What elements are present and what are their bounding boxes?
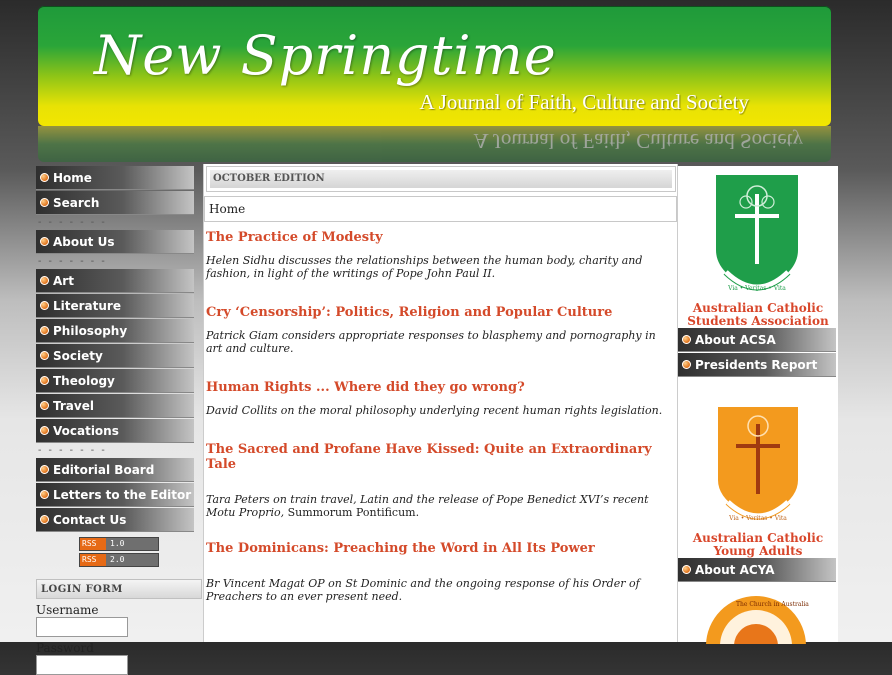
nav-philosophy[interactable] bbox=[36, 319, 194, 343]
bullet-icon bbox=[40, 515, 49, 524]
article-summary: Patrick Giam considers appropriate responses to blasphemy and pornography in art and culture. bbox=[206, 329, 656, 355]
nav-label: Letters to the Editor bbox=[53, 488, 192, 502]
acya-name: Australian Catholic Young Adults bbox=[692, 531, 824, 558]
bullet-icon bbox=[40, 173, 49, 182]
article-title-link[interactable]: Human Rights ... Where did they go wrong? bbox=[206, 380, 525, 395]
acsa-name: Australian Catholic Students Association bbox=[687, 301, 829, 328]
bullet-icon bbox=[40, 490, 49, 499]
nav-label: Theology bbox=[53, 374, 115, 388]
article-title-link[interactable]: The Sacred and Profane Have Kissed: Quite an Extraordinary Tale bbox=[206, 442, 652, 472]
username-label: Username bbox=[36, 603, 99, 617]
nav-label: About ACSA bbox=[695, 333, 776, 347]
bullet-icon bbox=[682, 565, 691, 574]
nav-label: Editorial Board bbox=[53, 463, 155, 477]
article-title-link[interactable]: Cry ‘Censorship’: Politics, Religion and Popular Culture bbox=[206, 305, 613, 320]
nav-label: Home bbox=[53, 171, 92, 185]
nav-label: Vocations bbox=[53, 424, 119, 438]
acsa-block bbox=[678, 166, 838, 328]
rss-version: 1.0 bbox=[110, 539, 125, 548]
acya-shield-icon bbox=[678, 404, 838, 532]
rss-tag: RSS bbox=[80, 538, 106, 550]
nav-editorial-board[interactable] bbox=[36, 458, 194, 482]
bullet-icon bbox=[40, 237, 49, 246]
article-summary: David Collits on the moral philosophy underlying recent human rights legislation. bbox=[206, 404, 663, 417]
username-input[interactable] bbox=[36, 617, 128, 637]
rss-feeds bbox=[36, 533, 202, 567]
article-list bbox=[206, 230, 674, 603]
article-summary-text: Tara Peters on train travel, Latin and the release of Pope Benedict XVI’s recent Motu Proprio, bbox=[206, 493, 649, 519]
nav-contact-us[interactable] bbox=[36, 508, 194, 532]
nav-literature[interactable] bbox=[36, 294, 194, 318]
nav-label: Literature bbox=[53, 299, 121, 313]
right-sidebar bbox=[678, 166, 838, 642]
nav-label: Contact Us bbox=[53, 513, 127, 527]
nav-separator: - - - - - - - bbox=[38, 445, 107, 456]
bullet-icon bbox=[40, 198, 49, 207]
banner-reflection-text: A Journal of Faith, Culture and Society bbox=[473, 129, 803, 153]
nav-label: Art bbox=[53, 274, 74, 288]
password-label: Password bbox=[36, 641, 94, 655]
article-title-link[interactable]: The Practice of Modesty bbox=[206, 230, 383, 245]
rss-version: 2.0 bbox=[110, 555, 125, 564]
bullet-icon bbox=[682, 335, 691, 344]
nav-travel[interactable] bbox=[36, 394, 194, 418]
article-item bbox=[206, 442, 674, 541]
bullet-icon bbox=[40, 426, 49, 435]
login-form-heading: LOGIN FORM bbox=[36, 579, 202, 599]
left-sidebar bbox=[36, 166, 202, 675]
bullet-icon bbox=[40, 465, 49, 474]
church-in-australia-badge-icon bbox=[678, 584, 838, 644]
bullet-icon bbox=[40, 326, 49, 335]
nav-presidents-report[interactable] bbox=[678, 353, 836, 377]
nav-theology[interactable] bbox=[36, 369, 194, 393]
rss-tag: RSS bbox=[80, 554, 106, 566]
nav-vocations[interactable] bbox=[36, 419, 194, 443]
bullet-icon bbox=[40, 276, 49, 285]
main-content bbox=[203, 164, 678, 642]
article-item bbox=[206, 230, 674, 305]
nav-label: Search bbox=[53, 196, 100, 210]
nav-about-us[interactable] bbox=[36, 230, 194, 254]
acsa-motto: Via • Veritas • Vita bbox=[728, 285, 786, 292]
article-summary: Helen Sidhu discusses the relationships between the human body, charity and fashion, in light of the writings of Pope John Paul II. bbox=[206, 254, 643, 280]
article-summary: Br Vincent Magat OP on St Dominic and the ongoing response of his Order of Preachers to an ever present need. bbox=[206, 577, 640, 603]
article-summary bbox=[206, 493, 674, 519]
banner-reflection bbox=[38, 126, 831, 162]
bullet-icon bbox=[40, 301, 49, 310]
nav-search[interactable] bbox=[36, 191, 194, 215]
bullet-icon bbox=[682, 360, 691, 369]
rss-1-0-button[interactable] bbox=[79, 537, 159, 551]
nav-about-acsa[interactable] bbox=[678, 328, 836, 352]
acsa-shield-icon bbox=[678, 172, 838, 302]
badge-text: The Church in Australia bbox=[736, 601, 809, 608]
edition-header bbox=[206, 166, 676, 192]
nav-label: Philosophy bbox=[53, 324, 128, 338]
article-summary-title: Summorum Pontificum. bbox=[284, 506, 420, 519]
nav-society[interactable] bbox=[36, 344, 194, 368]
article-item bbox=[206, 305, 674, 380]
bullet-icon bbox=[40, 401, 49, 410]
acya-motto: Via • Veritas • Vita bbox=[729, 515, 787, 522]
site-title: New Springtime bbox=[94, 24, 557, 87]
article-title-link[interactable]: The Dominicans: Preaching the Word in All Its Power bbox=[206, 541, 595, 556]
article-item bbox=[206, 541, 674, 603]
nav-label: Society bbox=[53, 349, 103, 363]
acya-block bbox=[678, 378, 838, 558]
nav-letters-to-editor[interactable] bbox=[36, 483, 194, 507]
header-banner bbox=[38, 6, 831, 126]
rss-2-0-button[interactable] bbox=[79, 553, 159, 567]
password-input[interactable] bbox=[36, 655, 128, 675]
nav-separator: - - - - - - - bbox=[38, 217, 107, 228]
bullet-icon bbox=[40, 376, 49, 385]
nav-art[interactable] bbox=[36, 269, 194, 293]
bullet-icon bbox=[40, 351, 49, 360]
nav-label: Travel bbox=[53, 399, 94, 413]
nav-home[interactable] bbox=[36, 166, 194, 190]
nav-label: About ACYA bbox=[695, 563, 775, 577]
nav-label: Presidents Report bbox=[695, 358, 818, 372]
nav-about-acya[interactable] bbox=[678, 558, 836, 582]
nav-label: About Us bbox=[53, 235, 115, 249]
article-item bbox=[206, 380, 674, 442]
edition-title: OCTOBER EDITION bbox=[210, 170, 672, 188]
nav-separator: - - - - - - - bbox=[38, 256, 107, 267]
breadcrumb: Home bbox=[204, 196, 677, 222]
site-subtitle: A Journal of Faith, Culture and Society bbox=[419, 90, 749, 114]
